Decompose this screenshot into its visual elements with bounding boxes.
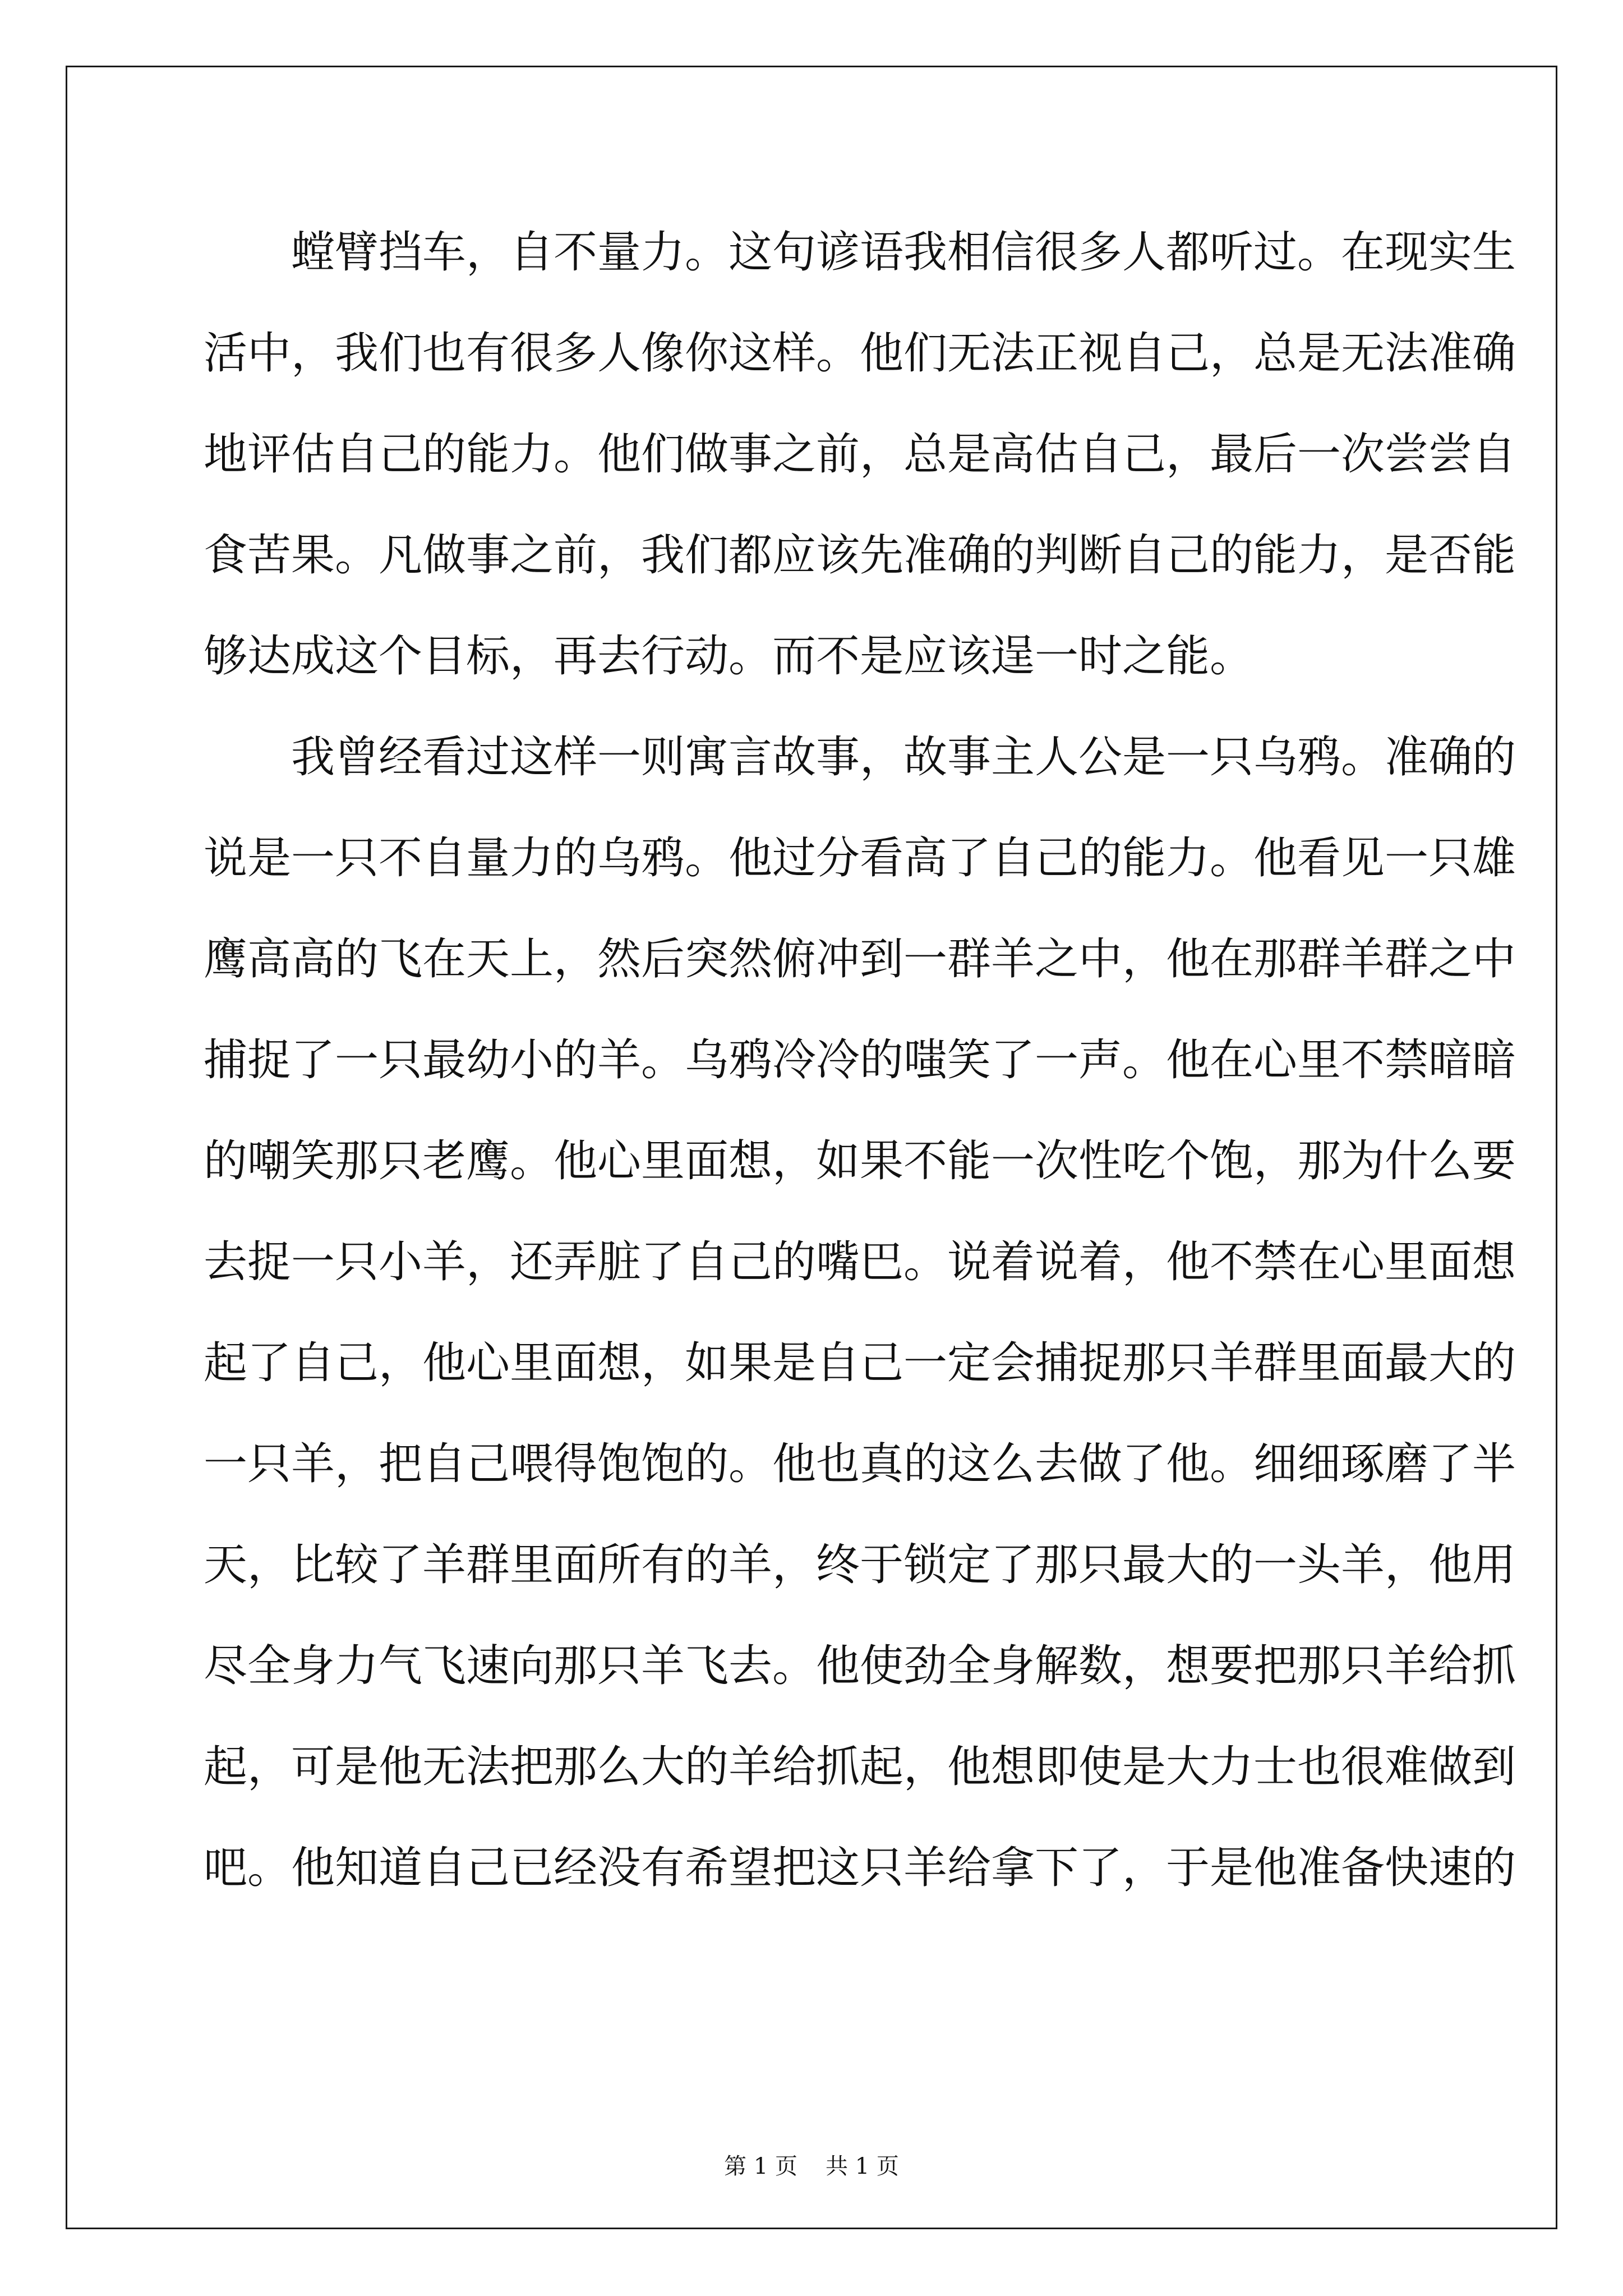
document-body: [204, 202, 1516, 1918]
text-line: 起了自己，他心里面想，如果是自己一定会捕捉那只羊群里面最大的: [204, 1338, 1516, 1388]
text-line: 鹰高高的飞在天上，然后突然俯冲到一群羊之中，他在那群羊群之中: [204, 934, 1516, 984]
paragraph-2: [204, 707, 1516, 1918]
text-line: 地评估自己的能力。他们做事之前，总是高估自己，最后一次尝尝自: [204, 429, 1516, 480]
text-line: 天，比较了羊群里面所有的羊，终于锁定了那只最大的一头羊，他用: [204, 1540, 1516, 1590]
text-line: 去捉一只小羊，还弄脏了自己的嘴巴。说着说着，他不禁在心里面想: [204, 1237, 1516, 1287]
text-line: 活中，我们也有很多人像你这样。他们无法正视自己，总是无法准确: [204, 328, 1516, 379]
paragraph-1: [204, 202, 1516, 707]
text-line: 吧。他知道自己已经没有希望把这只羊给拿下了，于是他准备快速的: [204, 1843, 1516, 1893]
text-line: 尽全身力气飞速向那只羊飞去。他使劲全身解数，想要把那只羊给抓: [204, 1641, 1516, 1691]
text-line: 起，可是他无法把那么大的羊给抓起，他想即使是大力士也很难做到: [204, 1742, 1516, 1792]
text-line: 的嘲笑那只老鹰。他心里面想，如果不能一次性吃个饱，那为什么要: [204, 1136, 1516, 1186]
text-line: 我曾经看过这样一则寓言故事，故事主人公是一只乌鸦。准确的: [204, 732, 1516, 783]
text-line: 说是一只不自量力的乌鸦。他过分看高了自己的能力。他看见一只雄: [204, 833, 1516, 884]
text-line: 捕捉了一只最幼小的羊。乌鸦冷冷的嗤笑了一声。他在心里不禁暗暗: [204, 1035, 1516, 1085]
text-line: 食苦果。凡做事之前，我们都应该先准确的判断自己的能力，是否能: [204, 530, 1516, 581]
page-number: 第 1 页: [724, 2154, 797, 2179]
page-total: 共 1 页: [826, 2154, 899, 2179]
text-line: 一只羊，把自己喂得饱饱的。他也真的这么去做了他。细细琢磨了半: [204, 1439, 1516, 1489]
text-line: 够达成这个目标，再去行动。而不是应该逞一时之能。: [204, 631, 1254, 682]
page-footer: [0, 2148, 1623, 2180]
text-line: 螳臂挡车，自不量力。这句谚语我相信很多人都听过。在现实生: [204, 227, 1516, 278]
